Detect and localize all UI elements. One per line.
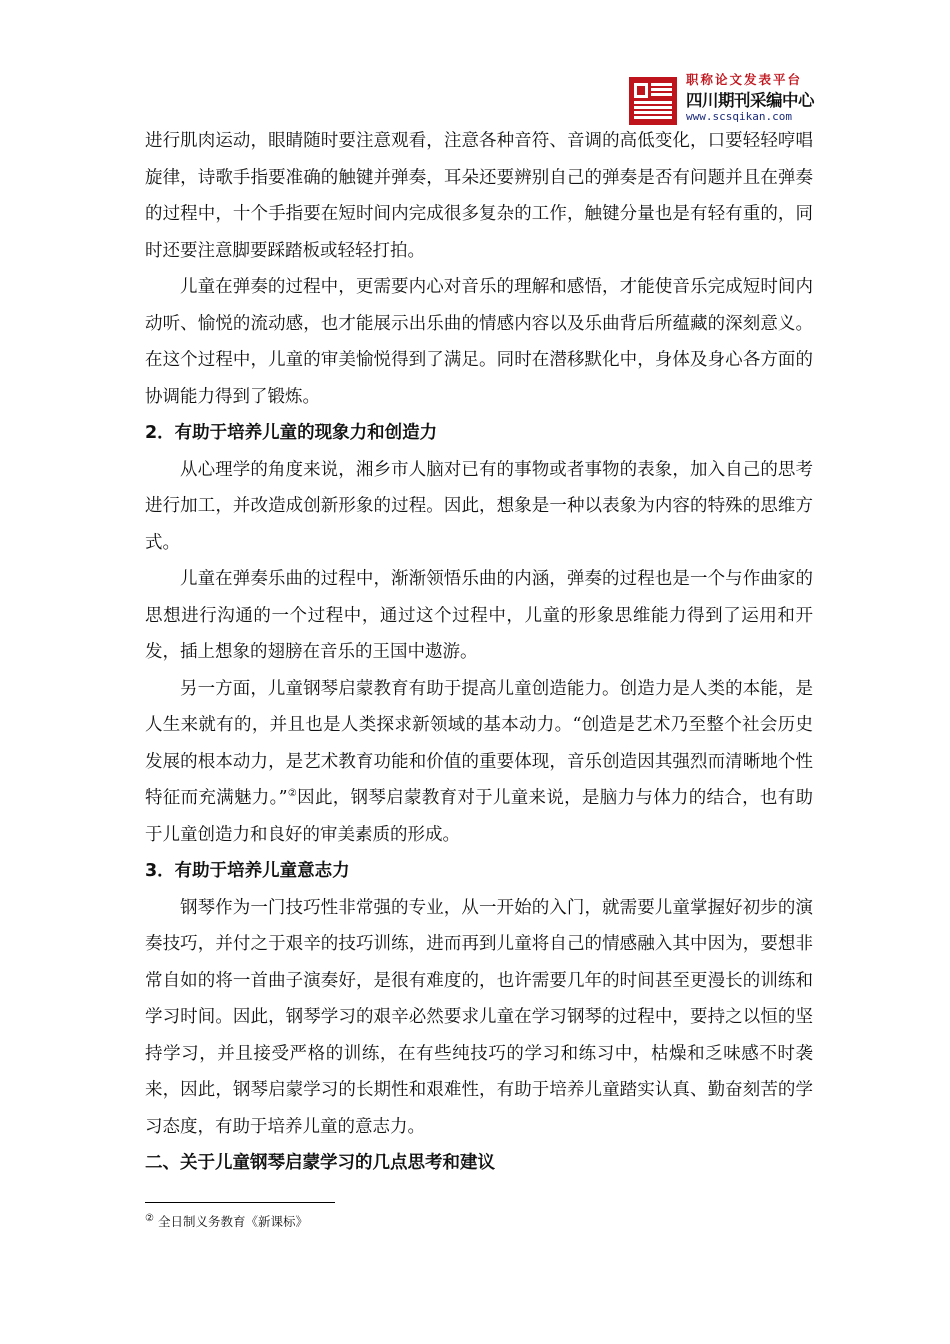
newspaper-icon <box>628 76 678 126</box>
footnote-reference: ② <box>287 788 298 800</box>
paragraph-text: 因此，钢琴启蒙教育对于儿童来说，是脑力与体力的结合，也有助于儿童创造力和良好的审美素质的形成。 <box>145 788 814 845</box>
article-body <box>145 123 813 1182</box>
footnote-marker: ② <box>145 1212 154 1224</box>
paragraph: 进行肌肉运动，眼睛随时要注意观看，注意各种音符、音调的高低变化，口要轻轻哼唱旋律，诗歌手指要准确的触键并弹奏，耳朵还要辨别自己的弹奏是否有问题并且在弹奏的过程中，十个手指要在短时间内完成很多复杂的工作，触键分量也是有轻有重的，同时还要注意脚要踩踏板或轻轻打拍。 <box>145 131 813 261</box>
paragraph <box>145 671 813 854</box>
section-heading: 2．有助于培养儿童的现象力和创造力 <box>145 423 438 443</box>
footnote-divider <box>145 1202 335 1203</box>
chapter-heading: 二、关于儿童钢琴启蒙学习的几点思考和建议 <box>145 1153 495 1173</box>
logo-url: www.scsqikan.com <box>686 110 792 123</box>
logo-brand-name: 四川期刊采编中心 <box>686 91 814 110</box>
footnote <box>145 1212 308 1230</box>
paragraph: 儿童在弹奏的过程中，更需要内心对音乐的理解和感悟，才能使音乐完成短时间内动听、愉悦的流动感，也才能展示出乐曲的情感内容以及乐曲背后所蕴藏的深刻意义。在这个过程中，儿童的审美愉悦得到了满足。同时在潜移默化中，身体及身心各方面的协调能力得到了锻炼。 <box>145 277 813 407</box>
paragraph: 钢琴作为一门技巧性非常强的专业，从一开始的入门，就需要儿童掌握好初步的演奏技巧，并付之于艰辛的技巧训练，进而再到儿童将自己的情感融入其中因为，要想非常自如的将一首曲子演奏好，是很有难度的，也许需要几年的时间甚至更漫长的训练和学习时间。因此，钢琴学习的艰辛必然要求儿童在学习钢琴的过程中，要持之以恒的坚持学习，并且接受严格的训练，在有些纯技巧的学习和练习中，枯燥和乏味感不时袭来，因此，钢琴启蒙学习的长期性和艰难性，有助于培养儿童踏实认真、勤奋刻苦的学习态度，有助于培养儿童的意志力。 <box>145 897 813 1137</box>
logo-tagline: 职称论文发表平台 <box>686 72 803 87</box>
footnote-text: 全日制义务教育《新课标》 <box>157 1214 308 1229</box>
paragraph: 从心理学的角度来说，湘乡市人脑对已有的事物或者事物的表象，加入自己的思考进行加工，并改造成创新形象的过程。因此，想象是一种以表象为内容的特殊的思维方式。 <box>145 459 813 553</box>
section-heading: 3．有助于培养儿童意志力 <box>145 861 350 881</box>
paragraph: 儿童在弹奏乐曲的过程中，渐渐领悟乐曲的内涵，弹奏的过程也是一个与作曲家的思想进行沟通的一个过程中，通过这个过程中，儿童的形象思维能力得到了运用和开发，插上想象的翅膀在音乐的王国中遨游。 <box>145 569 813 662</box>
paragraph-text: 另一方面，儿童钢琴启蒙教育有助于提高儿童创造能力。创造力是人类的本能，是人生来就有的，并且也是人类探求新领域的基本动力。“创造是艺术乃至整个社会历史发展的根本动力，是艺术教育功能和价值的重要体现，音乐创造因其强烈而清晰地个性特征而充满魅力。” <box>145 678 813 808</box>
